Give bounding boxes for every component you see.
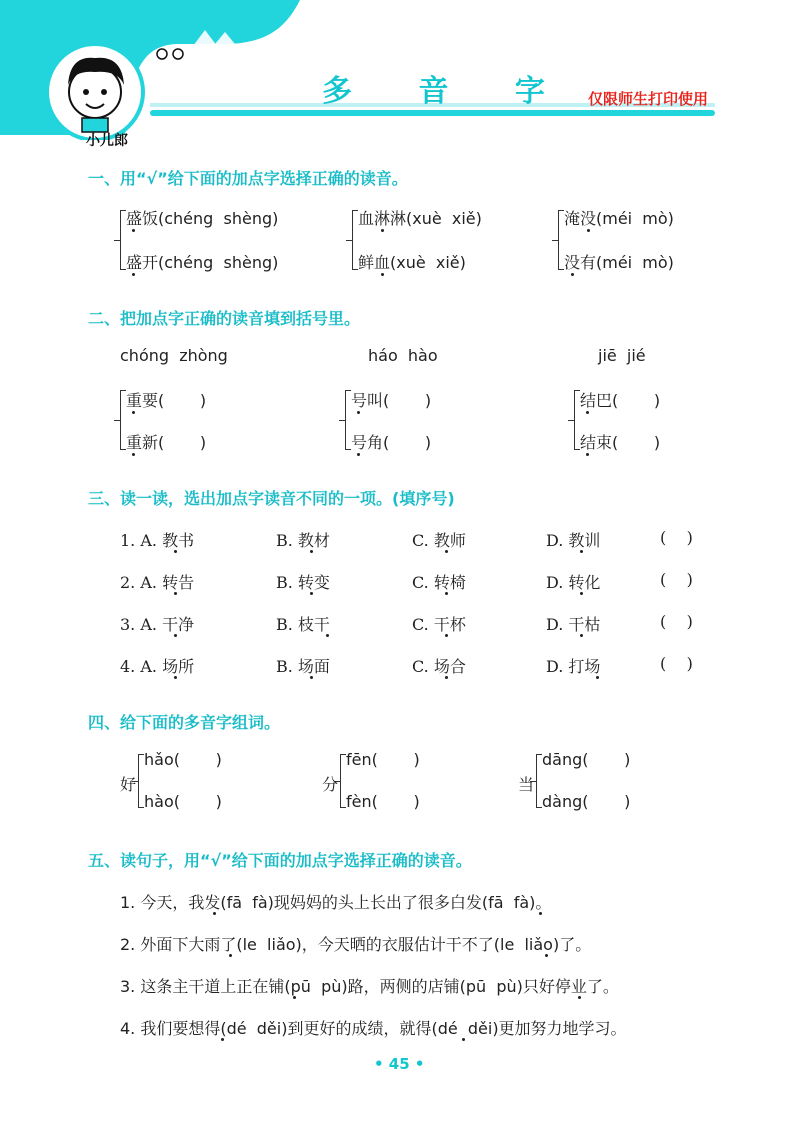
s3-option-d: D. 打场 [546, 657, 601, 676]
s2-item: 结巴( ) [580, 391, 661, 410]
emphasis-dot [229, 954, 232, 957]
s2-pinyin: jiē jié [598, 346, 646, 365]
sentence: 4. 我们要想得(dé děi)到更好的成绩，就得(dé děi)更加努力地学习。 [120, 1019, 627, 1038]
s3-option-b: B. 场面 [276, 657, 330, 676]
emphasis-dot [381, 229, 384, 232]
section1-heading: 一、用“√”给下面的加点字选择正确的读音。 [88, 169, 408, 188]
emphasis-dot [580, 592, 583, 595]
emphasis-dot [310, 550, 313, 553]
restriction-note: 仅限师生打印使用 [588, 90, 709, 108]
emphasis-dot [132, 411, 135, 414]
s3-option-b: B. 教材 [276, 531, 330, 550]
emphasis-dot [381, 273, 384, 276]
emphasis-dot [213, 912, 216, 915]
word-blank[interactable]: dāng( ) [542, 750, 631, 769]
emphasis-dot [357, 411, 360, 414]
s2-pinyin: chóng zhòng [120, 346, 228, 365]
section4-heading: 四、给下面的多音字组词。 [88, 713, 281, 732]
s3-answer-blank[interactable]: ( ) [660, 570, 693, 589]
s1-item: 盛开(chéng shèng) [126, 253, 279, 272]
emphasis-dot [445, 634, 448, 637]
emphasis-dot [445, 550, 448, 553]
polyphone-char: 当 [518, 775, 535, 794]
emphasis-dot [310, 676, 313, 679]
emphasis-dot [596, 676, 599, 679]
polyphone-char: 分 [322, 775, 339, 794]
s3-option-a: 1. A. 教书 [120, 531, 195, 550]
s3-option-a: 4. A. 场所 [120, 657, 195, 676]
s1-item: 淹没(méi mò) [564, 209, 674, 228]
emphasis-dot [580, 550, 583, 553]
s2-item: 号角( ) [351, 433, 432, 452]
s1-item: 盛饭(chéng shèng) [126, 209, 279, 228]
s1-item: 鲜血(xuè xiě) [358, 253, 466, 272]
emphasis-dot [587, 229, 590, 232]
header-stripe [150, 110, 715, 116]
emphasis-dot [132, 229, 135, 232]
emphasis-dot [462, 1038, 465, 1041]
header-decoration [0, 0, 300, 140]
sentence: 1. 今天，我发(fā fà)现妈妈的头上长出了很多白发(fā fà)。 [120, 893, 552, 912]
page-number: • 45 • [374, 1055, 425, 1073]
word-blank[interactable]: fēn( ) [346, 750, 420, 769]
emphasis-dot [132, 273, 135, 276]
polyphone-char: 好 [120, 775, 137, 794]
section3-heading: 三、读一读，选出加点字读音不同的一项。(填序号) [88, 489, 455, 508]
emphasis-dot [132, 453, 135, 456]
word-blank[interactable]: hào( ) [144, 792, 222, 811]
emphasis-dot [445, 592, 448, 595]
sentence: 3. 这条主干道上正在铺(pū pù)路，两侧的店铺(pū pù)只好停业了。 [120, 977, 619, 996]
emphasis-dot [586, 411, 589, 414]
s3-option-a: 3. A. 干净 [120, 615, 195, 634]
s2-item: 重新( ) [126, 433, 207, 452]
s3-option-c: C. 转椅 [412, 573, 466, 592]
word-blank[interactable]: dàng( ) [542, 792, 631, 811]
s3-option-d: D. 干枯 [546, 615, 601, 634]
emphasis-dot [545, 954, 548, 957]
emphasis-dot [580, 634, 583, 637]
s3-answer-blank[interactable]: ( ) [660, 654, 693, 673]
brand-name: 小儿郎 [86, 133, 128, 149]
section2-heading: 二、把加点字正确的读音填到括号里。 [88, 309, 361, 328]
emphasis-dot [174, 550, 177, 553]
emphasis-dot [293, 996, 296, 999]
word-blank[interactable]: hǎo( ) [144, 750, 222, 769]
s2-pinyin: háo hào [368, 346, 438, 365]
s3-option-b: B. 枝干 [276, 615, 330, 634]
emphasis-dot [174, 676, 177, 679]
s3-option-d: D. 教训 [546, 531, 601, 550]
emphasis-dot [539, 912, 542, 915]
emphasis-dot [445, 676, 448, 679]
page-title: 多 音 字 [322, 74, 573, 109]
s3-option-d: D. 转化 [546, 573, 601, 592]
s2-item: 号叫( ) [351, 391, 432, 410]
s3-answer-blank[interactable]: ( ) [660, 612, 693, 631]
s3-option-c: C. 教师 [412, 531, 466, 550]
section5-heading: 五、读句子，用“√”给下面的加点字选择正确的读音。 [88, 851, 472, 870]
s3-option-a: 2. A. 转告 [120, 573, 195, 592]
emphasis-dot [174, 634, 177, 637]
s2-item: 重要( ) [126, 391, 207, 410]
s2-item: 结束( ) [580, 433, 661, 452]
s3-option-b: B. 转变 [276, 573, 330, 592]
emphasis-dot [586, 453, 589, 456]
emphasis-dot [571, 273, 574, 276]
word-blank[interactable]: fèn( ) [346, 792, 420, 811]
emphasis-dot [326, 634, 329, 637]
emphasis-dot [221, 1038, 224, 1041]
emphasis-dot [310, 592, 313, 595]
s1-item: 血淋淋(xuè xiě) [358, 209, 482, 228]
s3-answer-blank[interactable]: ( ) [660, 528, 693, 547]
emphasis-dot [174, 592, 177, 595]
s1-item: 没有(méi mò) [564, 253, 674, 272]
sentence: 2. 外面下大雨了(le liǎo)，今天晒的衣服估计干不了(le liǎo)了。 [120, 935, 592, 954]
s3-option-c: C. 干杯 [412, 615, 466, 634]
emphasis-dot [357, 453, 360, 456]
s3-option-c: C. 场合 [412, 657, 466, 676]
emphasis-dot [578, 996, 581, 999]
